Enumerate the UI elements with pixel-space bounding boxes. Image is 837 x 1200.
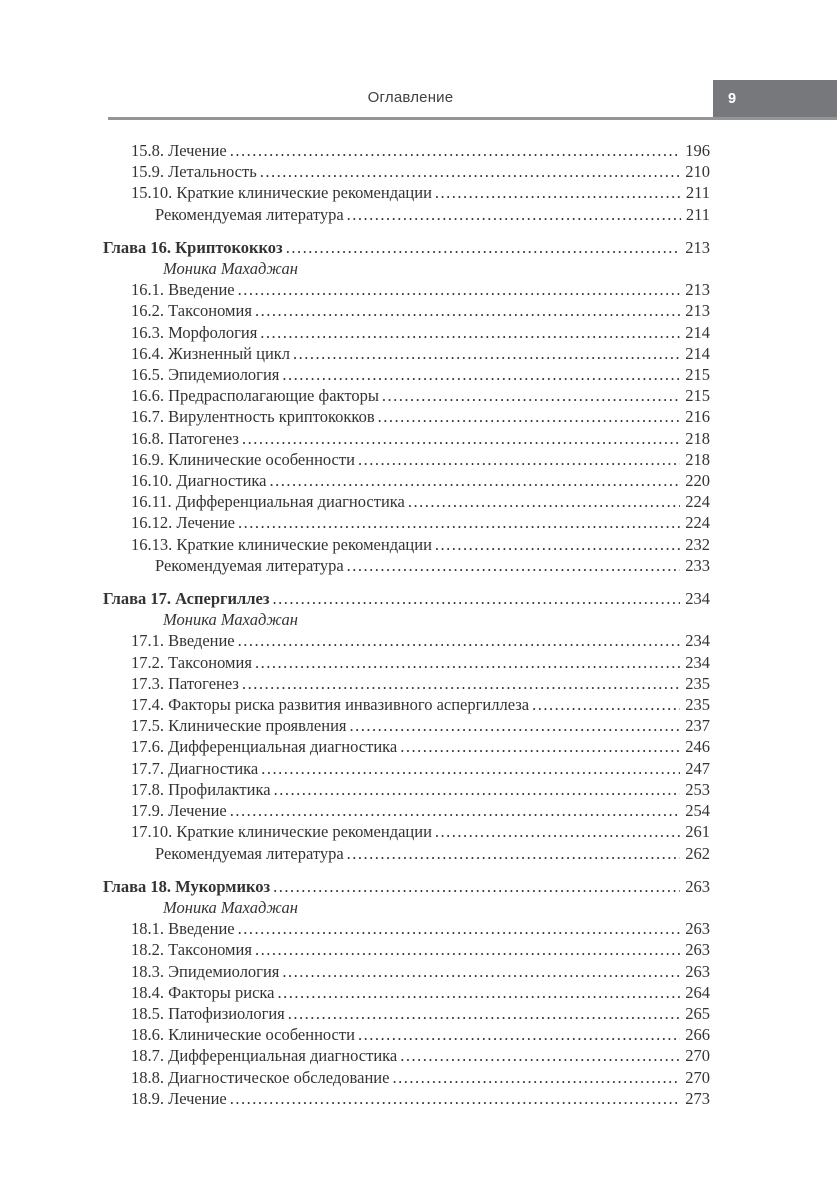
toc-page-number: 235 xyxy=(685,695,710,715)
toc-entry-label: 16.4. Жизненный цикл xyxy=(131,343,291,363)
toc-page-number: 237 xyxy=(685,716,710,736)
dot-leader xyxy=(408,491,680,512)
toc-entry-row xyxy=(103,694,710,715)
dot-leader xyxy=(532,694,680,715)
toc-entry-row xyxy=(103,161,710,182)
toc-page-number: 220 xyxy=(685,471,710,491)
toc-entry-row xyxy=(103,673,710,694)
dot-leader xyxy=(277,982,680,1003)
toc-entry-row xyxy=(103,1067,710,1088)
dot-leader xyxy=(435,534,680,555)
header-rule xyxy=(108,117,837,120)
dot-leader xyxy=(382,385,680,406)
toc-entry-label: 15.10. Краткие клинические рекомендации xyxy=(131,183,432,203)
toc-entry-label: 17.8. Профилактика xyxy=(131,779,271,799)
toc-entry-row xyxy=(103,140,710,161)
toc-page-number: 247 xyxy=(685,758,710,778)
toc-page-number: 266 xyxy=(685,1025,710,1045)
toc-page-number: 263 xyxy=(685,961,710,981)
toc-entry-label: 17.5. Клинические проявления xyxy=(131,716,347,736)
toc-chapter-row xyxy=(103,588,710,609)
toc-chapter-label: Глава 18. Мукормикоз xyxy=(103,876,271,896)
toc-entry-row xyxy=(103,652,710,673)
toc-author-row xyxy=(103,897,710,918)
toc-entry-row xyxy=(103,385,710,406)
toc-author-label: Моника Махаджан xyxy=(163,610,298,630)
toc-page-number: 263 xyxy=(685,876,710,896)
toc-entry-row xyxy=(103,300,710,321)
toc-literature-label: Рекомендуемая литература xyxy=(155,204,344,224)
toc-page-number: 234 xyxy=(685,589,710,609)
dot-leader xyxy=(238,630,681,651)
toc-entry-label: 17.4. Факторы риска развития инвазивного аспергиллеза xyxy=(131,695,530,715)
dot-leader xyxy=(282,961,680,982)
dot-leader xyxy=(347,843,681,864)
toc-page-number: 218 xyxy=(685,428,710,448)
toc-entry-label: 18.4. Факторы риска xyxy=(131,982,275,1002)
dot-leader xyxy=(270,470,681,491)
toc-author-label: Моника Махаджан xyxy=(163,897,298,917)
toc-entry-row xyxy=(103,918,710,939)
dot-leader xyxy=(274,779,681,800)
toc-entry-label: 17.10. Краткие клинические рекомендации xyxy=(131,822,432,842)
toc-entry-label: 16.2. Таксономия xyxy=(131,301,252,321)
toc-entry-row xyxy=(103,736,710,757)
toc-entry-row xyxy=(103,758,710,779)
dot-leader xyxy=(293,343,680,364)
toc-page-number: 264 xyxy=(685,982,710,1002)
toc-page-number: 213 xyxy=(685,301,710,321)
toc-page-number: 273 xyxy=(685,1088,710,1108)
dot-leader xyxy=(260,322,680,343)
toc-entry-label: 16.10. Диагностика xyxy=(131,471,267,491)
toc-entry-label: 17.3. Патогенез xyxy=(131,673,239,693)
toc-entry-row xyxy=(103,279,710,300)
dot-leader xyxy=(286,237,681,258)
dot-leader xyxy=(230,800,681,821)
dot-leader xyxy=(435,821,680,842)
toc-entry-label: 16.12. Лечение xyxy=(131,513,235,533)
toc-page-number: 218 xyxy=(685,449,710,469)
toc-entry-label: 18.3. Эпидемиология xyxy=(131,961,280,981)
toc-entry-label: 17.1. Введение xyxy=(131,631,235,651)
dot-leader xyxy=(350,715,681,736)
toc-page-number: 196 xyxy=(685,141,710,160)
toc-entry-label: 17.2. Таксономия xyxy=(131,652,252,672)
toc-entry-row xyxy=(103,1024,710,1045)
toc-literature-row xyxy=(103,843,710,864)
toc-page-number: 262 xyxy=(685,843,710,863)
toc-entry-label: 18.2. Таксономия xyxy=(131,940,252,960)
toc-entry-row xyxy=(103,428,710,449)
dot-leader xyxy=(230,1088,681,1109)
dot-leader xyxy=(378,406,681,427)
toc-literature-row xyxy=(103,204,710,225)
toc-literature-row xyxy=(103,555,710,576)
dot-leader xyxy=(288,1003,680,1024)
toc-entry-label: 16.1. Введение xyxy=(131,280,235,300)
dot-leader xyxy=(255,939,680,960)
toc-entry-label: 18.1. Введение xyxy=(131,919,235,939)
toc-entry-row xyxy=(103,630,710,651)
toc-entry-label: 16.8. Патогенез xyxy=(131,428,239,448)
toc-entry-label: 17.7. Диагностика xyxy=(131,758,259,778)
toc-entry-label: 17.9. Лечение xyxy=(131,801,227,821)
page-number-badge xyxy=(713,80,837,117)
toc-page-number: 216 xyxy=(685,407,710,427)
toc-entry-row xyxy=(103,961,710,982)
toc-chapter-row xyxy=(103,876,710,897)
dot-leader xyxy=(347,555,681,576)
toc-entry-row xyxy=(103,322,710,343)
toc-entry-row xyxy=(103,470,710,491)
toc-page-number: 224 xyxy=(685,513,710,533)
toc-entry-label: 16.7. Вирулентность криптококков xyxy=(131,407,375,427)
toc-page-number: 234 xyxy=(685,631,710,651)
page-title: Оглавление xyxy=(367,89,454,106)
toc-page-number: 224 xyxy=(685,492,710,512)
toc-entry-label: 16.11. Дифференциальная диагностика xyxy=(131,492,405,512)
toc-page-number: 265 xyxy=(685,1003,710,1023)
dot-leader xyxy=(400,1045,680,1066)
toc-page-number: 213 xyxy=(685,280,710,300)
toc-entry-label: 16.13. Краткие клинические рекомендации xyxy=(131,534,432,554)
dot-leader xyxy=(255,652,680,673)
dot-leader xyxy=(260,161,681,182)
toc-entry-label: 18.6. Клинические особенности xyxy=(131,1025,355,1045)
toc-page-number: 246 xyxy=(685,737,710,757)
toc-entry-row xyxy=(103,715,710,736)
toc-page-number: 270 xyxy=(685,1067,710,1087)
toc-page-number: 211 xyxy=(685,183,710,203)
toc-list xyxy=(103,140,710,1109)
toc-entry-row xyxy=(103,512,710,533)
toc-page-number: 232 xyxy=(685,534,710,554)
dot-leader xyxy=(242,673,680,694)
dot-leader xyxy=(238,918,681,939)
toc-page-number: 263 xyxy=(685,919,710,939)
toc-entry-row xyxy=(103,182,710,203)
toc-page-number: 210 xyxy=(685,162,710,182)
toc-page-number: 254 xyxy=(685,801,710,821)
toc-page-number: 215 xyxy=(685,365,710,385)
toc-entry-label: 16.9. Клинические особенности xyxy=(131,449,355,469)
toc-page-number: 233 xyxy=(685,555,710,575)
toc-page-number: 263 xyxy=(685,940,710,960)
toc-page-number: 234 xyxy=(685,652,710,672)
toc-entry-label: 16.3. Морфология xyxy=(131,322,258,342)
dot-leader xyxy=(358,1024,680,1045)
toc-page-number: 270 xyxy=(685,1046,710,1066)
toc-page-number: 213 xyxy=(685,237,710,257)
dot-leader xyxy=(238,279,681,300)
toc-entry-label: 18.9. Лечение xyxy=(131,1088,227,1108)
toc-author-label: Моника Махаджан xyxy=(163,259,298,279)
dot-leader xyxy=(261,758,680,779)
toc-entry-label: 18.8. Диагностическое обследование xyxy=(131,1067,390,1087)
dot-leader xyxy=(282,364,680,385)
toc-literature-label: Рекомендуемая литература xyxy=(155,843,344,863)
dot-leader xyxy=(392,1067,680,1088)
dot-leader xyxy=(400,736,680,757)
toc-page-number: 214 xyxy=(685,322,710,342)
dot-leader xyxy=(242,428,680,449)
toc-page-number: 215 xyxy=(685,386,710,406)
toc-entry-label: 18.7. Дифференциальная диагностика xyxy=(131,1046,398,1066)
toc-entry-row xyxy=(103,343,710,364)
dot-leader xyxy=(230,140,681,161)
toc-entry-row xyxy=(103,800,710,821)
dot-leader xyxy=(358,449,680,470)
toc-chapter-label: Глава 16. Криптококкоз xyxy=(103,237,283,257)
toc-page-number: 235 xyxy=(685,673,710,693)
page-number: 9 xyxy=(728,90,737,107)
toc-entry-label: 15.8. Лечение xyxy=(131,141,227,160)
dot-leader xyxy=(255,300,680,321)
toc-entry-row xyxy=(103,1003,710,1024)
toc-entry-row xyxy=(103,779,710,800)
toc-chapter-label: Глава 17. Аспергиллез xyxy=(103,589,270,609)
toc-entry-row xyxy=(103,939,710,960)
dot-leader xyxy=(435,182,681,203)
toc-entry-row xyxy=(103,364,710,385)
dot-leader xyxy=(273,876,680,897)
toc-page-number: 261 xyxy=(685,822,710,842)
dot-leader xyxy=(347,204,681,225)
toc-entry-row xyxy=(103,821,710,842)
toc-entry-row xyxy=(103,1088,710,1109)
toc-page-number: 214 xyxy=(685,343,710,363)
toc-entry-row xyxy=(103,406,710,427)
toc-entry-label: 15.9. Летальность xyxy=(131,162,257,182)
toc-entry-label: 17.6. Дифференциальная диагностика xyxy=(131,737,398,757)
toc-entry-row xyxy=(103,491,710,512)
toc-entry-row xyxy=(103,1045,710,1066)
toc-entry-label: 16.5. Эпидемиология xyxy=(131,365,280,385)
toc-page-number: 211 xyxy=(685,204,710,224)
toc-entry-row xyxy=(103,449,710,470)
dot-leader xyxy=(238,512,680,533)
toc-entry-row xyxy=(103,982,710,1003)
toc-entry-label: 18.5. Патофизиология xyxy=(131,1003,285,1023)
toc-page-number: 253 xyxy=(685,779,710,799)
dot-leader xyxy=(272,588,680,609)
toc-literature-label: Рекомендуемая литература xyxy=(155,555,344,575)
toc-entry-row xyxy=(103,534,710,555)
toc-author-row xyxy=(103,258,710,279)
toc-author-row xyxy=(103,609,710,630)
toc-entry-label: 16.6. Предрасполагающие факторы xyxy=(131,386,379,406)
toc-chapter-row xyxy=(103,237,710,258)
